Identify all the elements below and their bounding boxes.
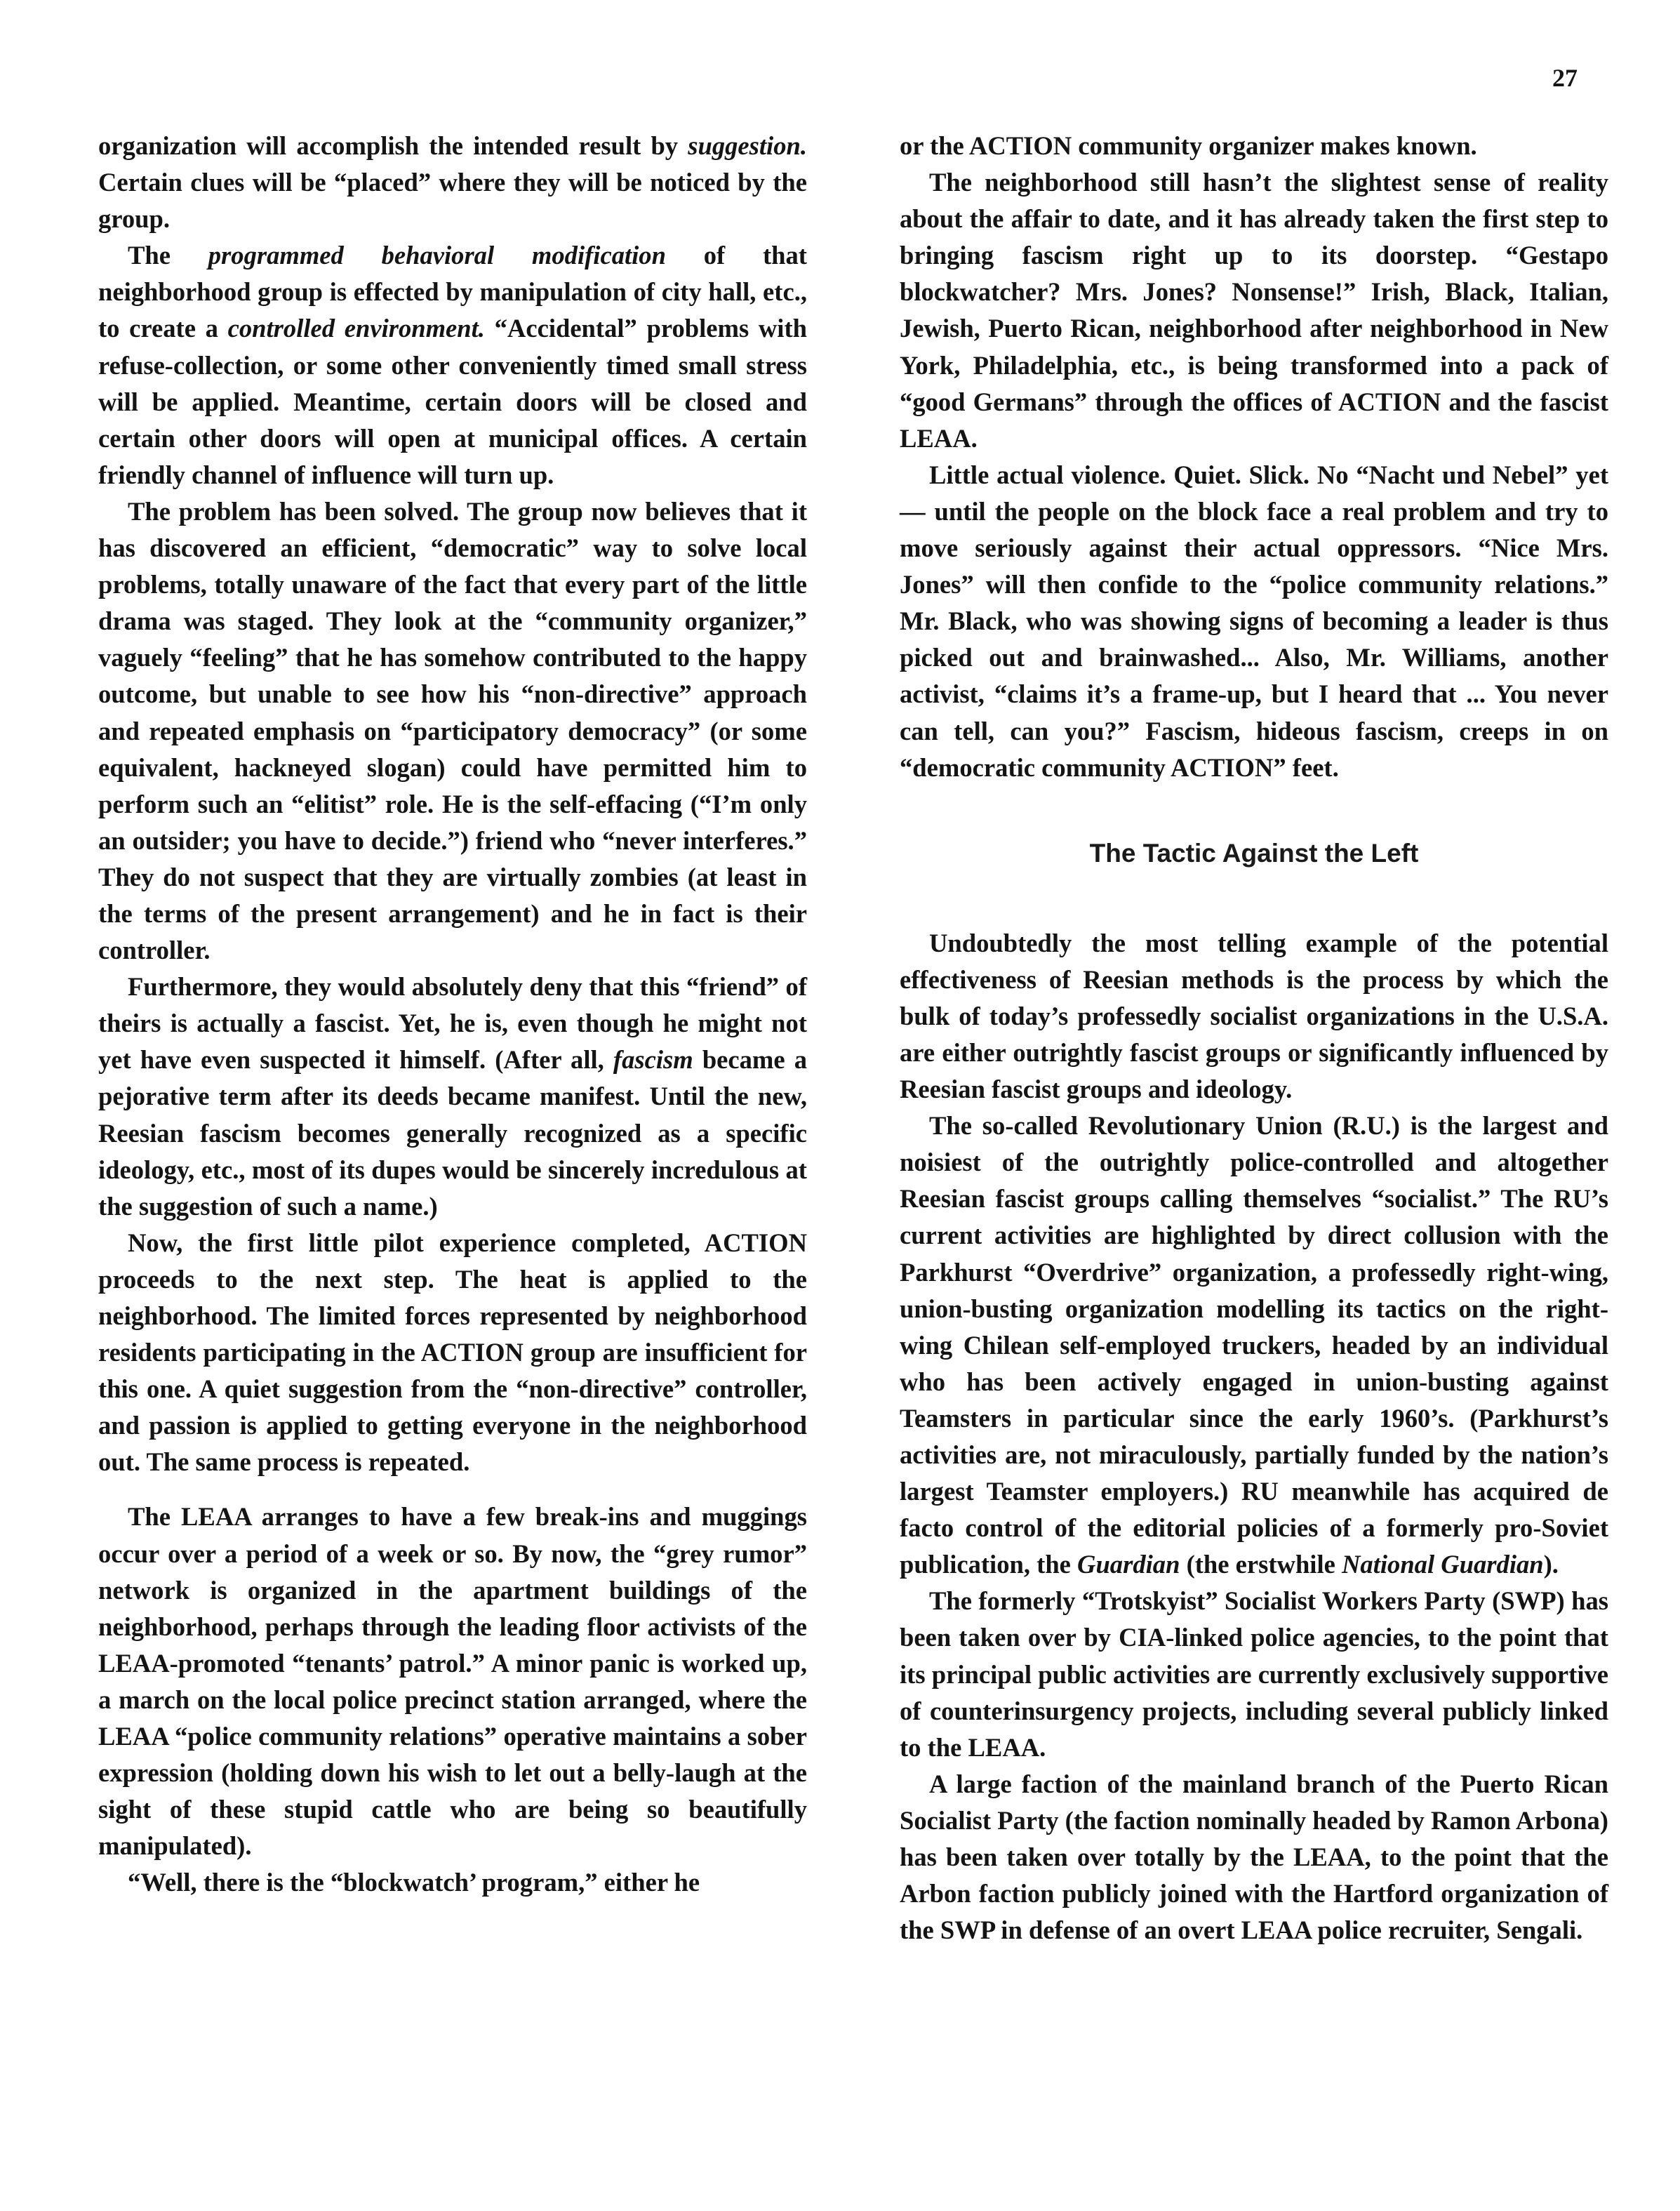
- right-column: [900, 128, 1608, 1948]
- left-paragraph-1: organization will accomplish the intended result by suggestion. Certain clues will be “placed” where they will be noticed by the group.: [98, 131, 807, 234]
- left-paragraph-5: Now, the first little pilot experience completed, ACTION proceeds to the next step. The heat is applied to the neighborhood. The limited forces represented by neighborhood residents participating in the ACTION group are insufficient for this one. A quiet suggestion from the “non-directive” controller, and passion is applied to getting everyone in the neighborhood out. The same process is repeated.: [98, 1228, 807, 1477]
- right-paragraph-7: A large faction of the mainland branch of the Puerto Rican Socialist Party (the faction nominally headed by Ramon Arbona) has been taken over totally by the LEAA, to the point that the Arbon faction publicly joined with the Hartford organization of the SWP in defense of an overt LEAA police recruiter, Sengali.: [900, 1769, 1608, 1945]
- right-paragraph-6: The formerly “Trotskyist” Socialist Workers Party (SWP) has been taken over by CIA-linked police agencies, to the point that its principal public activities are currently exclusively supportive of counterinsurgency projects, including several publicly linked to the LEAA.: [900, 1586, 1608, 1762]
- right-paragraph-2: The neighborhood still hasn’t the slightest sense of reality about the affair to date, and it has already taken the first step to bringing fascism right up to its doorstep. “Gestapo blockwatcher? Mrs. Jones? Nonsense!” Irish, Black, Italian, Jewish, Puerto Rican, neighborhood after neighborhood in New York, Philadelphia, etc., is being transformed into a pack of “good Germans” through the offices of ACTION and the fascist LEAA.: [900, 168, 1608, 453]
- page-number: 27: [1552, 64, 1578, 92]
- left-paragraph-3: The problem has been solved. The group now believes that it has discovered an efficient, “democratic” way to solve local problems, totally unaware of the fact that every part of the little drama was staged. They look at the “community organizer,” vaguely “feeling” that he has somehow contributed to the happy outcome, but unable to see how his “non-directive” approach and repeated emphasis on “participatory democracy” (or some equivalent, hackneyed slogan) could have permitted him to perform such an “elitist” role. He is the self-effacing (“I’m only an outsider; you have to decide.”) friend who “never interferes.” They do not suspect that they are virtually zombies (at least in the terms of the present arrangement) and he in fact is their controller.: [98, 496, 807, 965]
- left-paragraph-2: The programmed behavioral modification of that neighborhood group is effected by manipulation of city hall, etc., to create a controlled environment. “Accidental” problems with refuse-collection, or some other conveniently timed small stress will be applied. Meantime, certain doors will be closed and certain other doors will open at municipal offices. A certain friendly channel of influence will turn up.: [98, 241, 807, 489]
- left-paragraph-6: The LEAA arranges to have a few break-ins and muggings occur over a period of a week or so. By now, the “grey rumor” network is organized in the apartment buildings of the neighborhood, perhaps through the leading floor activists of the LEAA-promoted “tenants’ patrol.” A minor panic is worked up, a march on the local police precinct station arranged, where the LEAA “police community relations” operative maintains a sober expression (holding down his wish to let out a belly-laugh at the sight of these stupid cattle who are being so beautifully manipulated).: [98, 1502, 807, 1861]
- left-paragraph-4: Furthermore, they would absolutely deny that this “friend” of theirs is actually a fascist. Yet, he is, even though he might not yet have even suspected it himself. (After all, fascism became a pejorative term after its deeds became manifest. Until the new, Reesian fascism becomes generally recognized as a specific ideology, etc., most of its dupes would be sincerely incredulous at the suggestion of such a name.): [98, 972, 808, 1221]
- section-heading: The Tactic Against the Left: [1089, 838, 1419, 868]
- right-paragraph-5: The so-called Revolutionary Union (R.U.) is the largest and noisiest of the outrightly police-controlled and altogether Reesian fascist groups calling themselves “socialist.” The RU’s current activities are highlighted by direct collusion with the Parkhurst “Overdrive” organization, a professedly right-wing, union-busting organization modelling its tactics on the right-wing Chilean self-employed truckers, headed by an individual who has been actively engaged in union-busting against Teamsters in particular since the early 1960’s. (Parkhurst’s activities are, not miraculously, partially funded by the nation’s largest Teamster employers.) RU meanwhile has acquired de facto control of the editorial policies of a formerly pro-Soviet publication, the Guardian (the erstwhile National Guardian).: [900, 1111, 1608, 1579]
- right-paragraph-3: Little actual violence. Quiet. Slick. No “Nacht und Nebel” yet — until the people on the block face a real problem and try to move seriously against their actual oppressors. “Nice Mrs. Jones” will then confide to the “police community relations.” Mr. Black, who was showing signs of becoming a leader is thus picked out and brainwashed... Also, Mr. Williams, another activist, “claims it’s a frame-up, but I heard that ... You never can tell, can you?” Fascism, hideous fascism, creeps in on “democratic community ACTION” feet.: [900, 460, 1608, 782]
- left-column: [98, 128, 807, 1901]
- right-paragraph-4: Undoubtedly the most telling example of the potential effectiveness of Reesian methods is the process by which the bulk of today’s professedly socialist organizations in the U.S.A. are either outrightly fascist groups or significantly influenced by Reesian fascist groups and ideology.: [900, 928, 1608, 1104]
- left-paragraph-7: “Well, there is the “blockwatch’ program,” either he: [128, 1868, 700, 1897]
- right-paragraph-1: or the ACTION community organizer makes known.: [900, 131, 1477, 160]
